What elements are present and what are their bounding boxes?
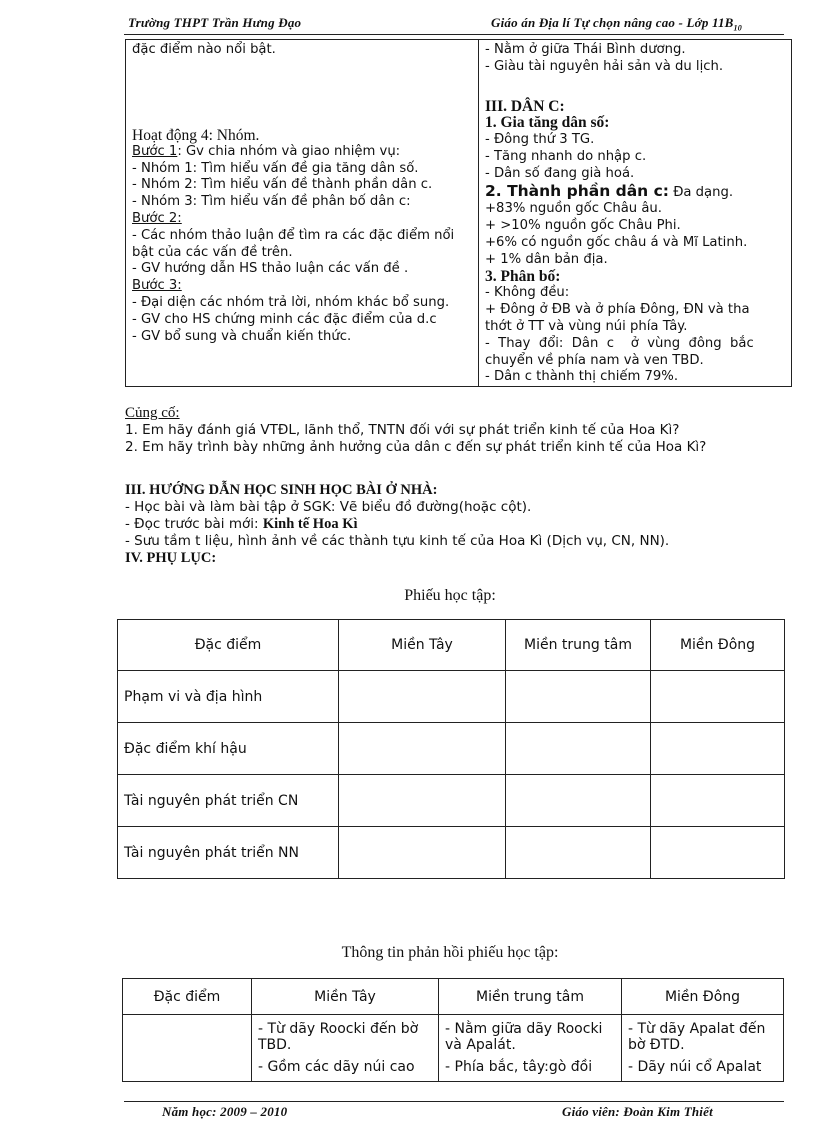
cell-text: - Phía bắc, tây:gò đồi [445,1059,593,1075]
right-line: + >10% nguồn gốc Châu Phi. [485,218,681,234]
answer-cell[interactable] [506,827,651,879]
right-line: - Không đều: [485,285,570,301]
table-row [118,671,785,723]
activity-title: Hoạt động 4: Nhóm. [132,126,260,144]
header-cell: Miền Tây [339,620,506,671]
feedback-cell-west [252,1015,439,1082]
row-label: Tài nguyên phát triển NN [118,827,339,879]
worksheet-table [117,619,785,879]
right-line: + 1% dân bản địa. [485,251,608,267]
cell-text: - Từ dãy Apalat đến bờ ĐTD. [628,1021,766,1053]
left-line: - GV bổ sung và chuẩn kiến thức. [132,328,352,344]
header-cell: Miền trung tâm [506,620,651,671]
left-line: - Các nhóm thảo luận để tìm ra các đặc điểm nổi [132,227,455,243]
footer-year: Năm học: 2009 – 2010 [162,1104,288,1119]
header-cell: Miền Đông [622,979,784,1015]
left-line: - Nhóm 2: Tìm hiểu vấn đề thành phần dân c. [132,177,433,193]
left-line: - Nhóm 3: Tìm hiểu vấn đề phân bố dân c: [132,194,411,210]
lesson-table [125,39,792,387]
table-row [118,827,785,879]
cell-text: - Từ dãy Roocki đến bờ TBD. [258,1021,419,1053]
subsection-growth: 1. Gia tăng dân số: [485,114,610,132]
table-header-row [123,979,784,1015]
right-line: - Đông thứ 3 TG. [485,132,595,148]
table-header-row [118,620,785,671]
answer-cell[interactable] [339,775,506,827]
header-cell: Đặc điểm [118,620,339,671]
header-course-text: Giáo án Địa lí Tự chọn nâng cao - Lớp 11B [491,15,734,30]
lesson-right-content [479,40,791,386]
subsection-distribution: 3. Phân bố: [485,267,561,285]
left-line: - Đại diện các nhóm trả lời, nhóm khác bổ sung. [132,294,450,310]
subsection-composition: 2. Thành phần dân c: Đa dạng. [485,181,734,200]
footer-rule [124,1101,784,1102]
feedback-table [122,978,784,1082]
left-line: Bước 1: Gv chia nhóm và giao nhiệm vụ: [132,143,401,159]
answer-cell[interactable] [651,671,785,723]
left-line: - GV hướng dẫn HS thảo luận các vấn đề . [132,261,409,277]
consolidation-item: 2. Em hãy trình bày những ảnh hưởng của dân c đến sự phát triển kinh tế của Hoa Kì? [125,439,707,455]
right-line: - Tăng nhanh do nhập c. [485,148,647,164]
cell-text: - Nằm giữa dãy Roocki và Apalát. [445,1021,603,1053]
homework-item: - Sưu tầm t liệu, hình ảnh về các thành tựu kinh tế của Hoa Kì (Dịch vụ, CN, NN). [125,533,670,549]
consolidation-title: Củng cố: [125,405,180,421]
homework-item [125,516,669,533]
header-school: Trường THPT Trần Hưng Đạo [128,15,302,30]
left-line: - GV cho HS chứng minh các đặc điểm của d.c [132,311,437,327]
header-rule [124,34,784,35]
row-label: Đặc điểm khí hậu [118,723,339,775]
answer-cell[interactable] [651,775,785,827]
homework-item-prefix: - Đọc trước bài mới: [125,516,263,532]
right-line: +6% có nguồn gốc châu á và Mĩ Latinh. [485,234,748,250]
feedback-caption: Thông tin phản hồi phiếu học tập: [341,944,559,961]
step-label: Bước 3: [132,278,182,294]
homework-title: III. HƯỚNG DẪN HỌC SINH HỌC BÀI Ở NHÀ: [125,482,438,498]
header-cell: Miền Tây [252,979,439,1015]
right-line: - Dân số đang già hoá. [485,165,635,181]
consolidation-section [125,405,706,456]
row-label: Tài nguyên phát triển CN [118,775,339,827]
header-cell: Miền Đông [651,620,785,671]
table-row [118,775,785,827]
left-line: - Nhóm 1: Tìm hiểu vấn đề gia tăng dân số. [132,160,419,176]
footer-teacher: Giáo viên: Đoàn Kim Thiết [562,1104,713,1119]
feedback-cell-center [439,1015,622,1082]
row-label: Phạm vi và địa hình [118,671,339,723]
lesson-left-cell [126,40,479,387]
answer-cell[interactable] [506,775,651,827]
consolidation-item: 1. Em hãy đánh giá VTĐL, lãnh thổ, TNTN đối với sự phát triển kinh tế của Hoa Kì? [125,422,680,438]
header-cell: Đặc điểm [123,979,252,1015]
right-line: - Giàu tài nguyên hải sản và du lịch. [485,58,724,74]
section-title-population: III. DÂN C: [485,97,565,115]
right-line: thớt ở TT và vùng núi phía Tây. [485,318,688,334]
answer-cell[interactable] [651,827,785,879]
right-line: - Thay đổi: Dân c ở vùng đông bắc [485,335,754,351]
appendix-title: IV. PHỤ LỤC: [125,550,217,566]
header-cell: Miền trung tâm [439,979,622,1015]
step-label: Bước 2: [132,210,182,226]
right-line: + Đông ở ĐB và ở phía Đông, ĐN và tha [485,302,750,318]
table-row [123,1015,784,1082]
right-line: - Dân c thành thị chiếm 79%. [485,369,679,385]
row-label [123,1015,252,1082]
right-line: - Nằm ở giữa Thái Bình dương. [485,42,686,57]
next-lesson-title: Kinh tế Hoa Kì [262,516,358,532]
answer-cell[interactable] [339,723,506,775]
lesson-right-cell [479,40,792,387]
answer-cell[interactable] [506,723,651,775]
answer-cell[interactable] [339,671,506,723]
header-course [491,15,742,33]
lesson-left-content [126,40,478,345]
left-line: đặc điểm nào nổi bật. [132,42,276,57]
header-course-class: 10 [733,23,742,33]
answer-cell[interactable] [339,827,506,879]
right-line: chuyển về phía nam và ven TBD. [485,352,704,368]
step-label: Bước 1 [132,143,178,159]
answer-cell[interactable] [506,671,651,723]
worksheet-caption: Phiếu học tập: [404,587,496,604]
left-line: bật của các vấn đề trên. [132,244,293,260]
homework-item: - Học bài và làm bài tập ở SGK: Vẽ biểu đồ đường(hoặc cột). [125,499,532,515]
cell-text: - Gồm các dãy núi cao [258,1059,415,1075]
answer-cell[interactable] [651,723,785,775]
cell-text: - Dãy núi cổ Apalat [628,1059,762,1075]
feedback-cell-east [622,1015,784,1082]
table-row [118,723,785,775]
homework-section [125,482,669,567]
right-line: +83% nguồn gốc Châu âu. [485,201,662,217]
